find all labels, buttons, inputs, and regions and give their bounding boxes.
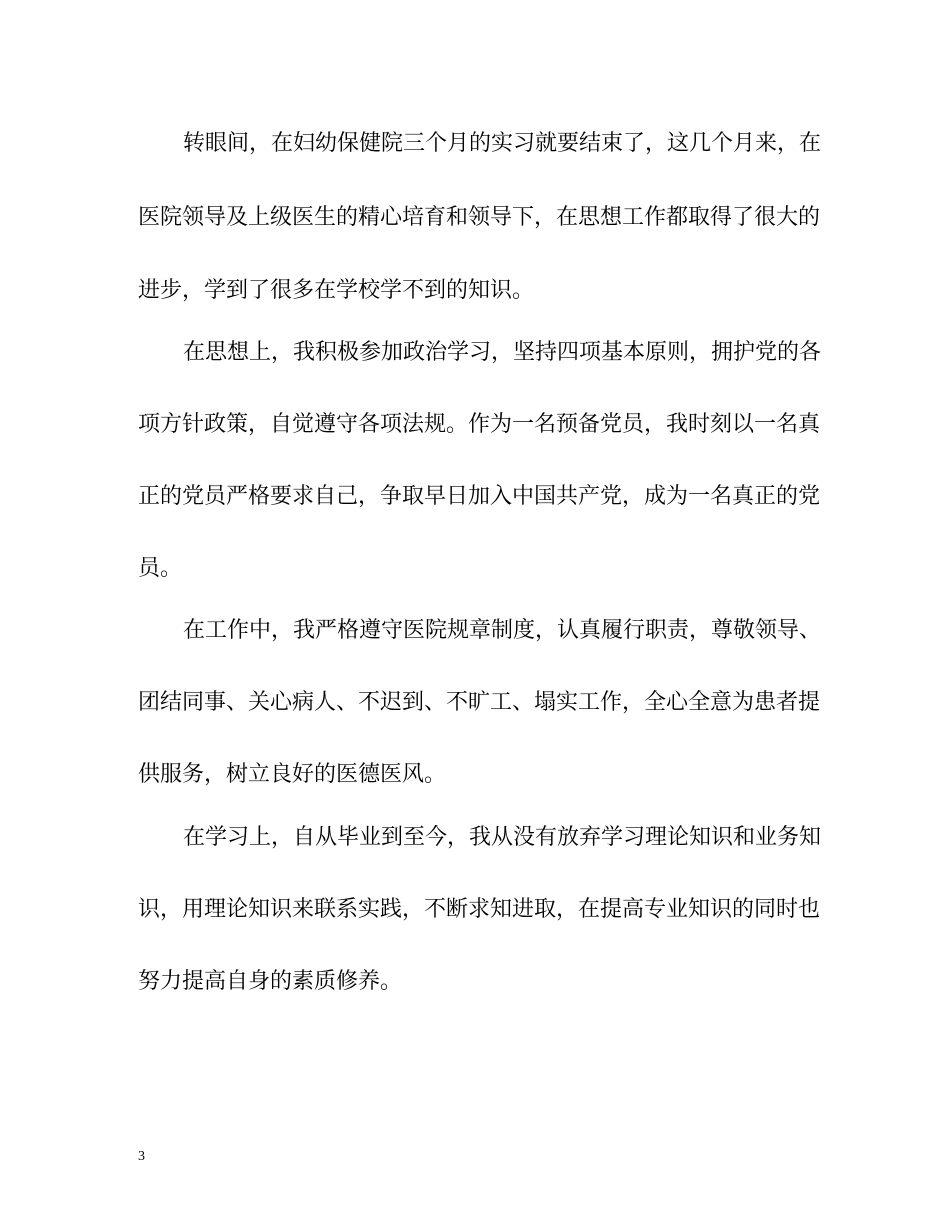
paragraph-2-line-3: 正的党员严格要求自己，争取早日加入中国共产党，成为一名真正的党 bbox=[138, 484, 821, 509]
paragraph-3-line-2: 团结同事、关心病人、不迟到、不旷工、塌实工作，全心全意为患者提 bbox=[138, 690, 821, 715]
paragraph-2-line-1: 在思想上，我积极参加政治学习，坚持四项基本原则，拥护党的各 bbox=[183, 340, 822, 365]
paragraph-1-line-3: 进步，学到了很多在学校学不到的知识。 bbox=[138, 278, 535, 303]
paragraph-1-line-2: 医院领导及上级医生的精心培育和领导下，在思想工作都取得了很大的 bbox=[138, 205, 821, 230]
paragraph-1-line-1: 转眼间，在妇幼保健院三个月的实习就要结束了，这几个月来，在 bbox=[183, 131, 822, 156]
paragraph-3-line-1: 在工作中，我严格遵守医院规章制度，认真履行职责，尊敬领导、 bbox=[183, 618, 822, 643]
paragraph-4-line-3: 努力提高自身的素质修养。 bbox=[138, 969, 403, 994]
paragraph-2-line-4: 员。 bbox=[138, 556, 183, 581]
paragraph-4-line-1: 在学习上，自从毕业到至今，我从没有放弃学习理论知识和业务知 bbox=[183, 825, 822, 850]
paragraph-3-line-3: 供服务，树立良好的医德医风。 bbox=[138, 762, 447, 787]
paragraph-2-line-2: 项方针政策，自觉遵守各项法规。作为一名预备党员，我时刻以一名真 bbox=[138, 412, 821, 437]
paragraph-4-line-2: 识，用理论知识来联系实践，不断求知进取，在提高专业知识的同时也 bbox=[138, 897, 821, 922]
page-number: 3 bbox=[138, 1149, 145, 1164]
